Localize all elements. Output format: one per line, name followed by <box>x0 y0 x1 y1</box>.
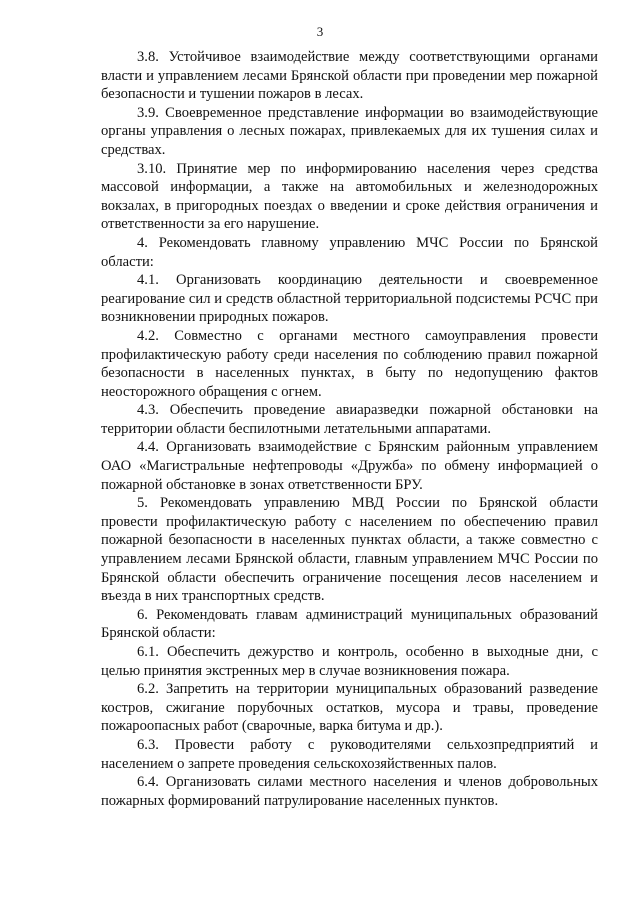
paragraph-3-10: 3.10. Принятие мер по информированию населения через средства массовой информации, а также на автомобильных и железнодорожных вокзалах, в пригородных поездах о введении и сроке действия ограничения и ответственности за его нарушение. <box>101 160 598 233</box>
paragraph-4-2: 4.2. Совместно с органами местного самоуправления провести профилактическую работу среди населения по соблюдению правил пожарной безопасности в населенных пунктах, в быту по недопущению фактов неосторожного обращения с огнем. <box>101 327 598 400</box>
paragraph-4-1: 4.1. Организовать координацию деятельности и своевременное реагирование сил и средств областной территориальной подсистемы РСЧС при возникновении природных пожаров. <box>101 272 598 326</box>
document-body <box>101 48 598 810</box>
paragraph-3-9: 3.9. Своевременное представление информации во взаимодействующие органы управления о лесных пожарах, привлекаемых для их тушения силах и средствах. <box>101 104 598 158</box>
paragraph-6-2: 6.2. Запретить на территории муниципальных образований разведение костров, сжигание порубочных остатков, мусора и травы, проведение пожароопасных работ (сварочные, варка битума и др.). <box>101 681 598 735</box>
paragraph-4-3: 4.3. Обеспечить проведение авиаразведки пожарной обстановки на территории области беспилотными летательными аппаратами. <box>101 402 598 437</box>
paragraph-4: 4. Рекомендовать главному управлению МЧС России по Брянской области: <box>101 234 598 270</box>
paragraph-5: 5. Рекомендовать управлению МВД России по Брянской области провести профилактическую работу с населением по обеспечению правил пожарной безопасности в населенных пунктах области, а также совместно с управлением лесами Брянской области, главным управлением МЧС России по Брянской области обеспечить ограничение посещения лесов населением и въезда в них транспортных средств. <box>101 495 598 605</box>
page-number: 3 <box>316 24 324 39</box>
paragraph-6-3: 6.3. Провести работу с руководителями сельхозпредприятий и населением о запрете проведения сельскохозяйственных палов. <box>101 736 598 772</box>
paragraph-3-8: 3.8. Устойчивое взаимодействие между соответствующими органами власти и управлением лесами Брянской области при проведении мер пожарной безопасности и тушении пожаров в лесах. <box>101 49 598 103</box>
paragraph-6: 6. Рекомендовать главам администраций муниципальных образований Брянской области: <box>101 606 598 642</box>
paragraph-6-1: 6.1. Обеспечить дежурство и контроль, особенно в выходные дни, с целью принятия экстренных мер в случае возникновения пожара. <box>101 644 598 679</box>
paragraph-4-4: 4.4. Организовать взаимодействие с Брянским районным управлением ОАО «Магистральные нефтепроводы «Дружба» по обмену информацией о пожарной обстановке в зонах ответственности БРУ. <box>101 439 598 493</box>
paragraph-6-4: 6.4. Организовать силами местного населения и членов добровольных пожарных формирований патрулирование населенных пунктов. <box>101 774 598 809</box>
